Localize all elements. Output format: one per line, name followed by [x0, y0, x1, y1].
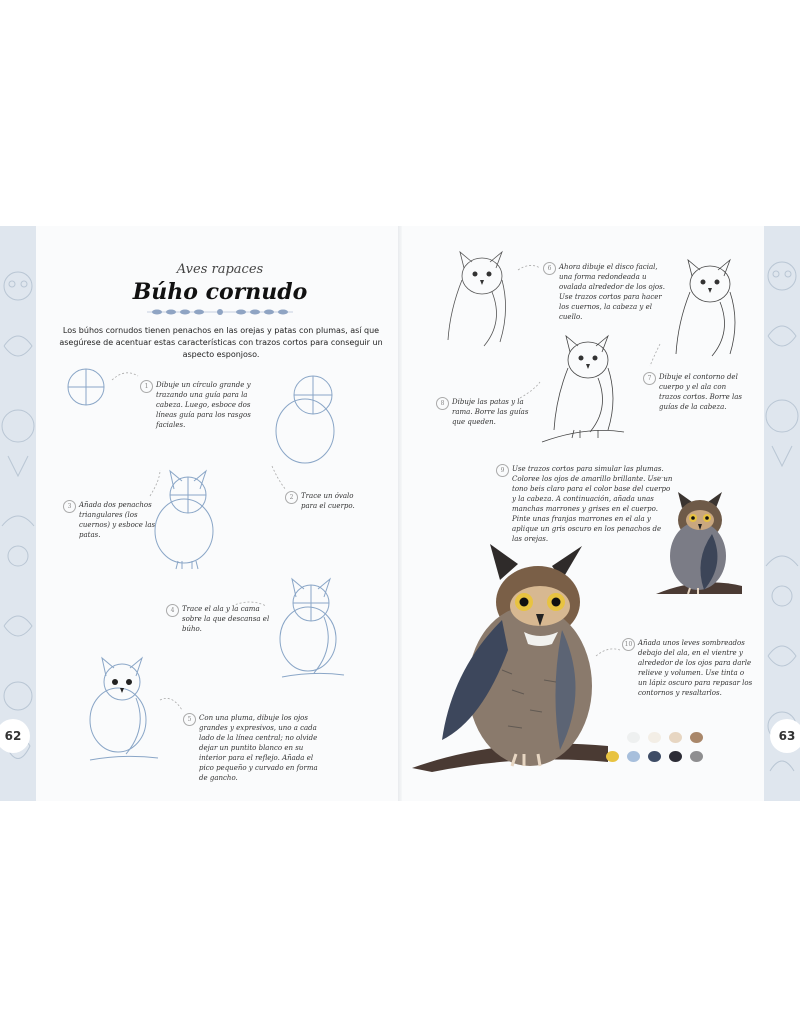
- step-7-text: Dibuje el contorno del cuerpo y el ala con trazos cortos. Borre las guías de la cabeza.: [659, 373, 743, 411]
- step-4-number: 4: [166, 604, 179, 617]
- category-label: Aves rapaces: [176, 262, 264, 277]
- step-7-number: 7: [643, 372, 656, 385]
- page-title: Búho cornudo: [132, 279, 308, 305]
- step-9-text: Use trazos cortos para simular las plumas. Coloree los ojos de amarillo brillante. Use un tono beis claro para el color base del cuerpo y la cabeza. A continuación, añada unas manchas marrones y grises en el cuerpo. Pinte unas franjas marrones en el ala y aplique un gris oscuro en los penachos de las orejas.: [512, 465, 673, 543]
- step-10-number: 10: [622, 638, 635, 651]
- step-3-text: Añada dos penachos triangulares (los cuernos) y esboce las patas.: [79, 501, 156, 539]
- step-5-text: Con una pluma, dibuje los ojos grandes y expresivos, uno a cada lado de la línea central; no olvide dejar un puntito blanco en su interior para el reflejo. Añada el pico pequeño y curvado en forma de gancho.: [199, 714, 318, 782]
- intro-paragraph: Los búhos cornudos tienen penachos en las orejas y patas con plumas, así que asegúrese de acentuar estas características con trazos cortos para conseguir un aspecto esponjoso.: [59, 326, 383, 359]
- step-4-text: Trace el ala y la cama sobre la que descansa el búho.: [182, 605, 270, 633]
- step-3-number: 3: [63, 500, 76, 513]
- step-2-number: 2: [285, 491, 298, 504]
- page-number-right: 63: [770, 719, 800, 753]
- step-5-number: 5: [183, 713, 196, 726]
- page-number-left: 62: [0, 719, 30, 753]
- step-6-text: Ahora dibuje el disco facial, una forma redondeada u ovalada alrededor de los ojos. Use trazos cortos para hacer los cuernos, la cabeza y el cuello.: [559, 263, 665, 321]
- step-1-text: Dibuje un círculo grande y trazando una guía para la cabeza. Luego, esboce dos líneas guía para los rasgos faciales.: [156, 381, 251, 429]
- step-6-number: 6: [543, 262, 556, 275]
- step-8-text: Dibuje las patas y la rama. Borre las guías que queden.: [452, 398, 529, 426]
- step-9-number: 9: [496, 464, 509, 477]
- step-2-text: Trace un óvalo para el cuerpo.: [301, 492, 355, 510]
- step-8-number: 8: [436, 397, 449, 410]
- step-1-number: 1: [140, 380, 153, 393]
- step-10-text: Añada unos leves sombreados debajo del ala, en el vientre y alrededor de los ojos para darle relieve y volumen. Use tinta o un lápiz oscuro para repasar los contornos y resaltarlos.: [638, 639, 753, 697]
